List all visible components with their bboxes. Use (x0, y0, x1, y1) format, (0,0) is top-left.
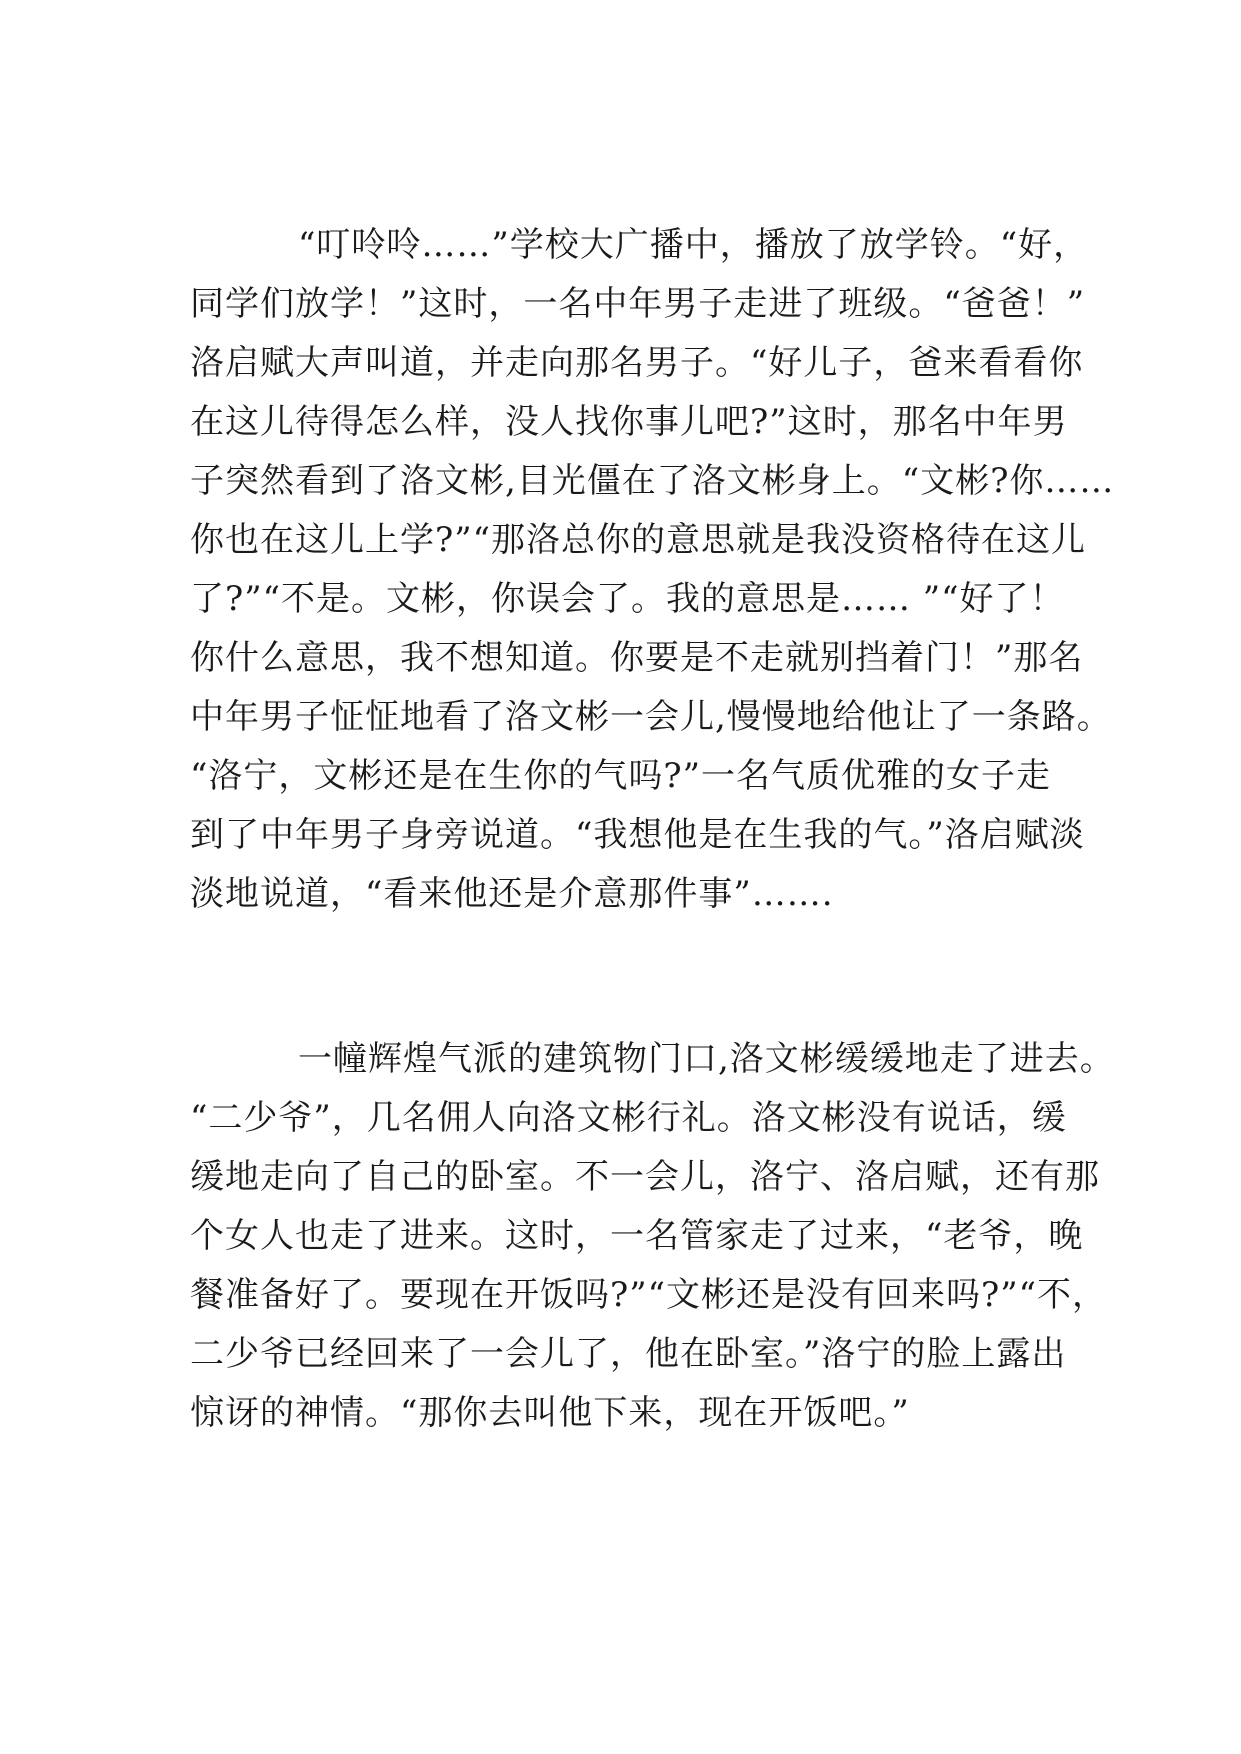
text-line: “叮呤呤……”学校大广播中，播放了放学铃。“好， (298, 225, 1089, 265)
paragraph-2 (190, 1030, 1115, 1443)
text-line: 到了中年男子身旁说道。“我想他是在生我的气。”洛启赋淡 (190, 815, 1085, 855)
text-line: 一幢辉煌气派的建筑物门口,洛文彬缓缓地走了进去。 (298, 1039, 1115, 1079)
text-line: 了?”“不是。文彬，你误会了。我的意思是…… ”“好了！ (190, 579, 1065, 619)
text-line: “二少爷”，几名佣人向洛文彬行礼。洛文彬没有说话，缓 (190, 1098, 1067, 1138)
text-line: “洛宁，文彬还是在生你的气吗?”一名气质优雅的女子走 (190, 756, 1051, 796)
text-line: 个女人也走了进来。这时，一名管家走了过来，“老爷，晚 (190, 1216, 1084, 1256)
text-line: 你也在这儿上学?”“那洛总你的意思就是我没资格待在这儿 (190, 520, 1086, 560)
text-line: 中年男子怔怔地看了洛文彬一会儿,慢慢地给他让了一条路。 (190, 697, 1112, 737)
text-line: 子突然看到了洛文彬,目光僵在了洛文彬身上。“文彬?你…… (190, 461, 1115, 501)
paragraph-1 (190, 216, 1115, 924)
text-line: 餐准备好了。要现在开饭吗?”“文彬还是没有回来吗?”“不， (190, 1275, 1107, 1315)
text-line: 在这儿待得怎么样，没人找你事儿吧?”这时，那名中年男 (190, 402, 1068, 442)
text-line: 同学们放学！”这时，一名中年男子走进了班级。“爸爸！” (190, 284, 1086, 324)
text-line: 你什么意思，我不想知道。你要是不走就别挡着门！”那名 (190, 638, 1084, 678)
text-line: 缓地走向了自己的卧室。不一会儿，洛宁、洛启赋，还有那 (190, 1157, 1100, 1197)
text-line: 惊讶的神情。“那你去叫他下来，现在开饭吧。” (190, 1393, 910, 1433)
text-line: 洛启赋大声叫道，并走向那名男子。“好儿子，爸来看看你 (190, 343, 1084, 383)
text-line: 二少爷已经回来了一会儿了，他在卧室。”洛宁的脸上露出 (190, 1334, 1067, 1374)
text-line: 淡地说道，“看来他还是介意那件事”……. (190, 874, 834, 914)
